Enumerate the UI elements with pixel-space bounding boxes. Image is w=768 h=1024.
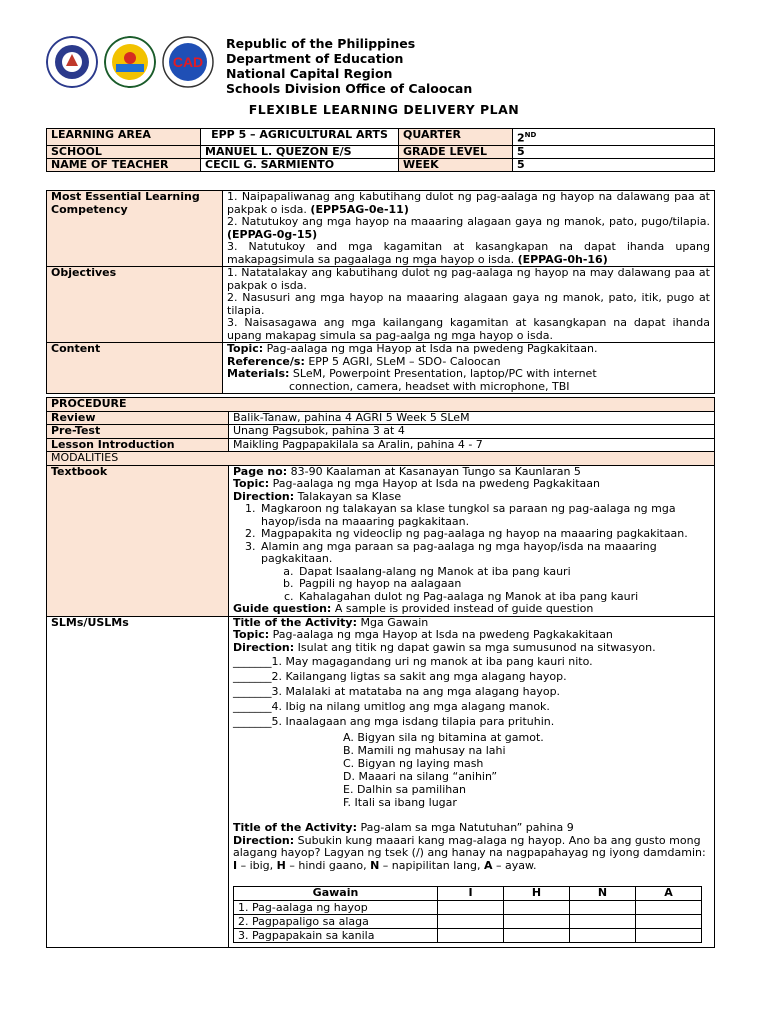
check-cell[interactable]: [504, 929, 570, 943]
school-label: SCHOOL: [47, 145, 201, 158]
lesson-intro-label: Lesson Introduction: [47, 438, 229, 452]
header-line: Department of Education: [226, 51, 404, 66]
slm-details: Title of the Activity: Mga Gawain Topic: Pag-aalaga ng mga Hayop at Isda na pwedeng Pagkakakitaan Direction: Isulat ang titik ng dapat gawin sa mga sumusunod na sitwasyon. _______1. May magagandang uri ng manok at iba pang kauri nito. _______2. Kailangang ligtas sa sakit ang mga alagang hayop. _______3. Malalaki at matataba na ang mga alagang hayop. _______4. Ibig na nilang umitlog ang mga alagang manok. _______5. Inaalagaan ang mga isdang tilapia para prituhin. A. Bigyan sila ng bitamina at gamot. B. Mamili ng mahusay na lahi C. Bigyan ng laying mash D. Maaari na silang “anihin” E. Dalhin sa pamilihan F. Itali sa ibang lugar Title of the Activity: Pag-alam sa mga Natutuhan” pahina 9 Direction: Subukin kung maaari kang mag-alaga ng hayop. Ano ba ang gusto mong alagang hayop? Lagyan ng tsek (/) ang hanay na nagpapahayag ng iyong damdamin: I – ibig, H – hindi gaano, N – napipilitan lang, A – ayaw. Gawain I H N A 1. Pag-aalaga ng hayop 2. Pagpapaligo sa alaga 3. Pagpapakain sa kanila: [229, 616, 715, 948]
melc-item: 2. Natutukoy ang mga hayop na maaaring alagaan gaya ng manok, pato, pugo/tilapia. (EPPAG-0g-15): [227, 215, 710, 241]
header-line: National Capital Region: [226, 66, 393, 81]
list-item: 2. Magpapakita ng videoclip ng pag-aalaga ng hayop na maaaring pagkakitaan.: [259, 528, 710, 541]
textbook-details: Page no: 83-90 Kaalaman at Kasanayan Tungo sa Kaunlaran 5 Topic: Pag-aalaga ng mga Hayop at Isda na pwedeng Pagkakitaan Direction: Talakayan sa Klase 1. Magkaroon ng talakayan sa klase tungkol sa paraan ng pag-aalaga ng mga hayop/isda na maaaring pagkakitaan. 2. Magpapakita ng videoclip ng pag-aalaga ng hayop na maaaring pagkakitaan. 3. Alamin ang mga paraan sa pag-aalaga ng mga hayop/isda na maaaring pagkakitaan. a. Dapat Isaalang-alang ng Manok at iba pang kauri b. Pagpili ng hayop na aalagaan c. Kahalagahan dulot ng Pag-aalaga ng Manok at iba pang kauri Guide question: A sample is provided instead of guide question: [229, 465, 715, 616]
check-cell[interactable]: [636, 901, 702, 915]
review-label: Review: [47, 411, 229, 425]
textbook-label: Textbook: [47, 465, 229, 616]
melc-item: 3. Natutukoy and mga kagamitan at kasangkapan na dapat ihanda upang makapagsimula sa pagaalaga ng mga hayop o isda. (EPPAG-0h-16): [227, 240, 710, 266]
info-table: [46, 128, 715, 172]
content-label: Content: [47, 343, 223, 394]
check-cell[interactable]: [636, 915, 702, 929]
col-n-header: N: [570, 887, 636, 901]
table-row: [234, 901, 702, 915]
sdo-caloocan-logo-icon: [162, 36, 214, 88]
gawain-cell: 1. Pag-aalaga ng hayop: [234, 901, 438, 915]
choices-list: [233, 731, 710, 809]
gawain-cell: 2. Pagpapaligo sa alaga: [234, 915, 438, 929]
quarter-suffix: ND: [524, 131, 537, 139]
learning-area-label: LEARNING AREA: [47, 129, 201, 146]
procedure-header: PROCEDURE: [47, 398, 715, 412]
check-cell[interactable]: [438, 901, 504, 915]
melc-list: [223, 191, 715, 267]
melc-item: 1. Naipapaliwanag ang kabutihang dulot ng pag-aalaga ng hayop na dalawang paa at pakpak o isda. (EPP5AG-0e-11): [227, 190, 710, 216]
deped-seal-icon: [46, 36, 98, 88]
quarter-number: 2: [517, 131, 525, 145]
col-i-header: I: [438, 887, 504, 901]
page-title: FLEXIBLE LEARNING DELIVERY PLAN: [248, 102, 520, 117]
check-cell[interactable]: [438, 915, 504, 929]
objective-item: 2. Nasusuri ang mga hayop na maaaring alagaan gaya ng manok, pato, itik, pugo at tilapia.: [227, 291, 710, 317]
teacher-label: NAME OF TEACHER: [47, 158, 201, 171]
header-line: Republic of the Philippines: [226, 36, 416, 51]
competency-table: [46, 190, 715, 394]
lesson-intro-value: Maikling Pagpapakilala sa Aralin, pahina 4 - 7: [229, 438, 715, 452]
header-line: Schools Division Office of Caloocan: [226, 81, 473, 96]
textbook-substeps: [261, 566, 710, 604]
check-cell[interactable]: [438, 929, 504, 943]
self-check-direction: Direction: Subukin kung maaari kang mag-alaga ng hayop. Ano ba ang gusto mong alagang hayop? Lagyan ng tsek (/) ang hanay na nagpapahayag ng iyong damdamin: I – ibig, H – hindi gaano, N – napipilitan lang, A – ayaw.: [233, 833, 706, 872]
choice-item: C. Bigyan ng laying mash: [343, 757, 484, 770]
col-a-header: A: [636, 887, 702, 901]
list-item: a. Dapat Isaalang-alang ng Manok at iba pang kauri: [297, 566, 710, 579]
header-logos: [46, 36, 216, 88]
quarter-value: [513, 129, 715, 146]
objective-item: 3. Naisasagawa ang mga kailangang kagamitan at kasangkapan na dapat ihanda upang makapag simula sa pag-aalga ng mga hayop o isda.: [227, 316, 710, 342]
choice-item: F. Itali sa ibang lugar: [343, 796, 457, 809]
choice-item: A. Bigyan sila ng bitamina at gamot.: [343, 731, 544, 744]
activity-item: _______3. Malalaki at matataba na ang mga alagang hayop.: [233, 685, 561, 698]
check-cell[interactable]: [570, 929, 636, 943]
learning-area-value: EPP 5 – AGRICULTURAL ARTS: [201, 129, 399, 146]
textbook-steps: [233, 503, 710, 603]
check-cell[interactable]: [636, 929, 702, 943]
teacher-value: CECIL G. SARMIENTO: [201, 158, 399, 171]
table-row: [234, 929, 702, 943]
objectives-list: [223, 267, 715, 343]
division-seal-icon: [104, 36, 156, 88]
gawain-cell: 3. Pagpapakain sa kanila: [234, 929, 438, 943]
activity-item: _______1. May magagandang uri ng manok at iba pang kauri nito.: [233, 655, 593, 668]
check-cell[interactable]: [504, 915, 570, 929]
agency-header: [226, 36, 472, 96]
check-cell[interactable]: [570, 901, 636, 915]
list-item: 1. Magkaroon ng talakayan sa klase tungkol sa paraan ng pag-aalaga ng mga hayop/isda na maaaring pagkakitaan.: [259, 503, 710, 528]
check-cell[interactable]: [570, 915, 636, 929]
review-value: Balik-Tanaw, pahina 4 AGRI 5 Week 5 SLeM: [229, 411, 715, 425]
list-item: c. Kahalagahan dulot ng Pag-aalaga ng Manok at iba pang kauri: [297, 591, 710, 604]
col-h-header: H: [504, 887, 570, 901]
check-cell[interactable]: [504, 901, 570, 915]
melc-label: Most Essential Learning Competency: [47, 191, 223, 267]
list-item: 3. Alamin ang mga paraan sa pag-aalaga ng mga hayop/isda na maaaring pagkakitaan. a. Dapat Isaalang-alang ng Manok at iba pang kauri b. Pagpili ng hayop na aalagaan c. Kahalagahan dulot ng Pag-aalaga ng Manok at iba pang kauri: [259, 541, 710, 604]
gawain-header: Gawain: [234, 887, 438, 901]
pretest-label: Pre-Test: [47, 425, 229, 439]
list-item: b. Pagpili ng hayop na aalagaan: [297, 578, 710, 591]
content-details: Topic: Pag-aalaga ng mga Hayop at Isda na pwedeng Pagkakitaan. Reference/s: EPP 5 AGRI, SLeM – SDO- Caloocan Materials: SLeM, Powerpoint Presentation, laptop/PC with internet connection, camera, headset with microphone, TBI: [223, 343, 715, 394]
table-row: [234, 915, 702, 929]
slm-label: SLMs/USLMs: [47, 616, 229, 948]
pretest-value: Unang Pagsubok, pahina 3 at 4: [229, 425, 715, 439]
week-label: WEEK: [399, 158, 513, 171]
modalities-header: MODALITIES: [47, 452, 715, 466]
activity-item: _______2. Kailangang ligtas sa sakit ang mga alagang hayop.: [233, 670, 567, 683]
objectives-label: Objectives: [47, 267, 223, 343]
activity-item: _______4. Ibig na nilang umitlog ang mga alagang manok.: [233, 700, 550, 713]
choice-item: B. Mamili ng mahusay na lahi: [343, 744, 506, 757]
quarter-label: QUARTER: [399, 129, 513, 146]
activity-item: _______5. Inaalagaan ang mga isdang tilapia para prituhin.: [233, 715, 555, 728]
grade-level-label: GRADE LEVEL: [399, 145, 513, 158]
school-value: MANUEL L. QUEZON E/S: [201, 145, 399, 158]
grade-level-value: 5: [513, 145, 715, 158]
logo-text: CAD: [172, 54, 204, 70]
procedure-table: [46, 397, 715, 948]
choice-item: E. Dalhin sa pamilihan: [343, 783, 466, 796]
gawain-table: [233, 886, 702, 943]
choice-item: D. Maaari na silang “anihin”: [343, 770, 498, 783]
objective-item: 1. Natatalakay ang kabutihang dulot ng pag-aalaga ng hayop na may dalawang paa at pakpak o isda.: [227, 266, 710, 292]
week-value: 5: [513, 158, 715, 171]
